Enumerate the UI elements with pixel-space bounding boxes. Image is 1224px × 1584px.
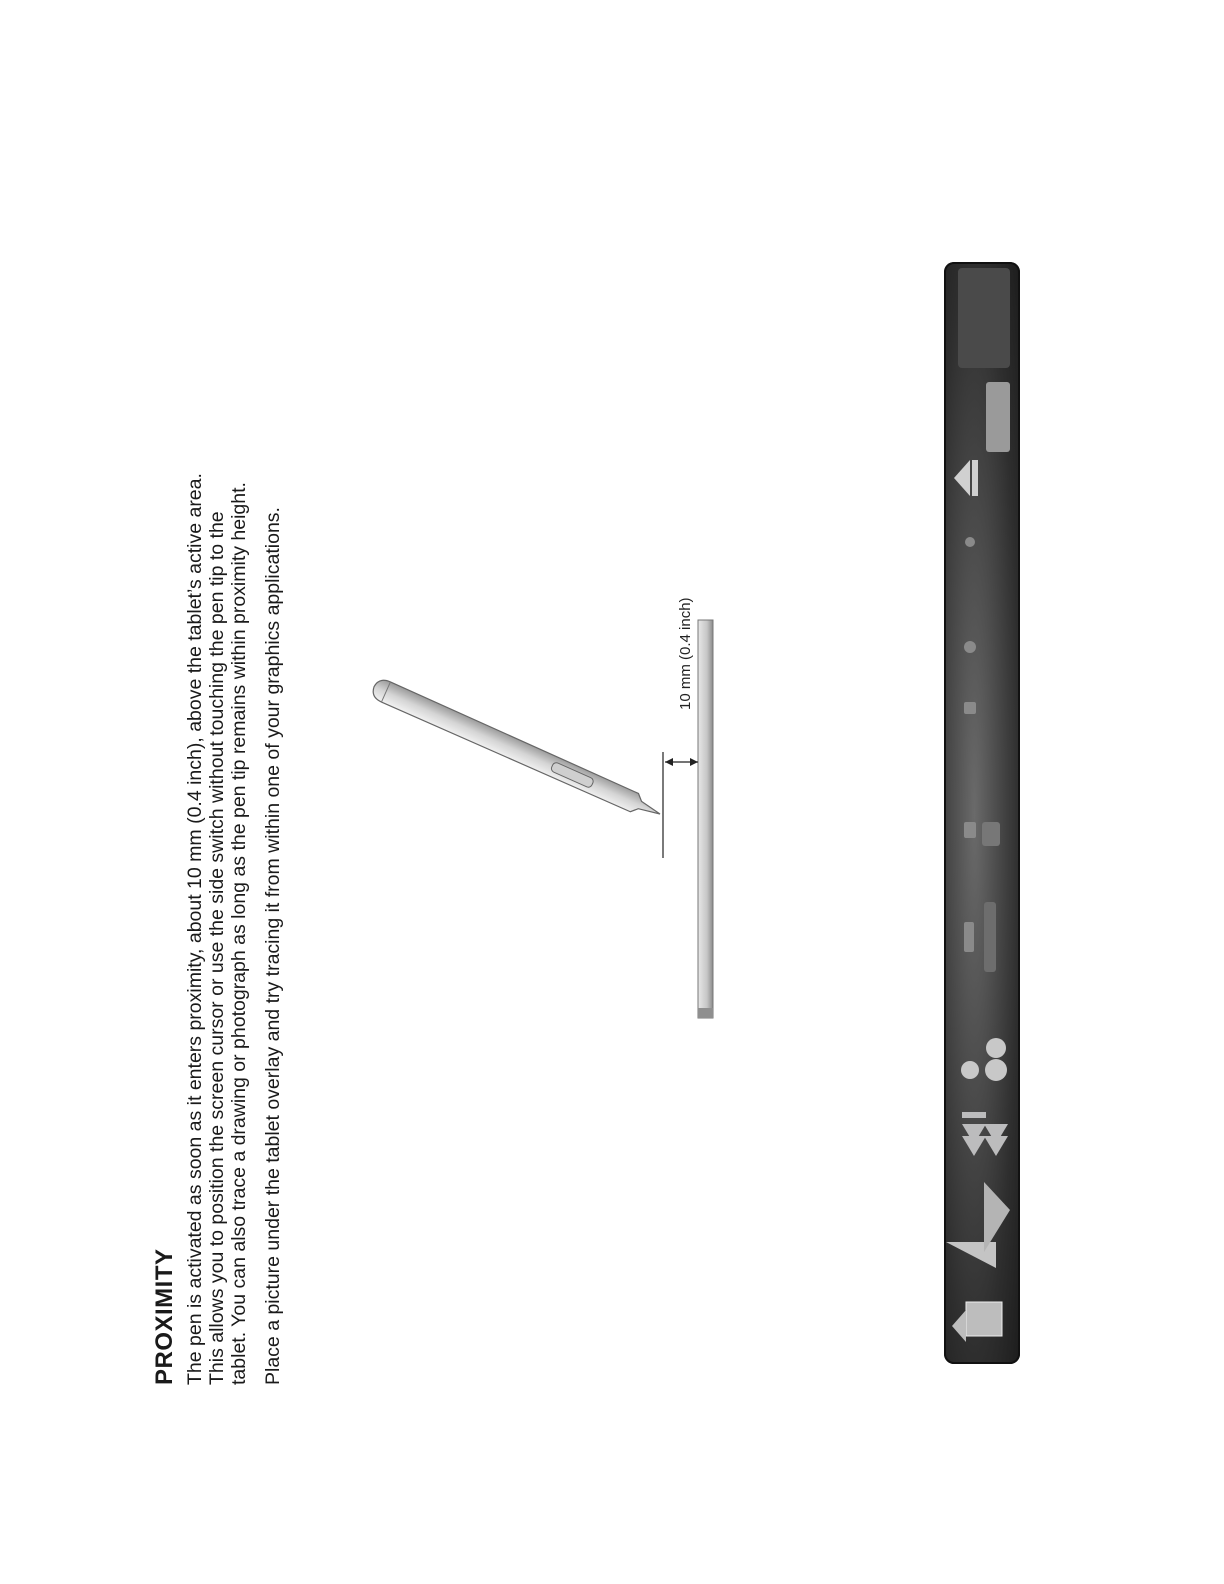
circle-icon [985, 1059, 1007, 1081]
circle-icon [961, 1061, 979, 1079]
toolbar-icons [964, 537, 1000, 972]
eject-button[interactable] [954, 460, 978, 496]
paragraph-tracing: Place a picture under the tablet overlay and try tracing it from within one of your graphics applications. [262, 507, 284, 1385]
proximity-dimension [663, 752, 698, 858]
dimension-label: 10 mm (0.4 inch) [677, 597, 694, 710]
back-button[interactable] [962, 1112, 1008, 1156]
next-page-button[interactable] [984, 1182, 1010, 1252]
previous-page-button[interactable] [946, 1242, 996, 1268]
arrow-up-icon [946, 1242, 996, 1268]
section-heading: PROXIMITY [151, 1248, 178, 1385]
eject-icon [954, 460, 978, 496]
paragraph-line: The pen is activated as soon as it enters proximity, about 10 mm (0.4 inch), above the tablet’s active area. [184, 473, 206, 1385]
printer-icon [986, 382, 1010, 452]
logo-block [958, 268, 1010, 368]
print-button[interactable] [986, 382, 1010, 452]
paragraph-line: tablet. You can also trace a drawing or photograph as long as the pen tip remains within proximity height. [228, 482, 250, 1385]
rewind-icon [962, 1112, 1008, 1156]
paragraph-line: This allows you to position the screen cursor or use the side switch without touching the pen tip to the [206, 511, 228, 1385]
navigation-bar [944, 262, 1020, 1364]
arrow-down-icon [984, 1182, 1010, 1252]
zoom-buttons[interactable] [961, 1038, 1007, 1081]
pen-image [370, 677, 665, 824]
tablet-edge [698, 620, 713, 1018]
home-icon [952, 1302, 1002, 1342]
circle-icon [986, 1038, 1006, 1058]
home-button[interactable] [952, 1302, 1002, 1342]
